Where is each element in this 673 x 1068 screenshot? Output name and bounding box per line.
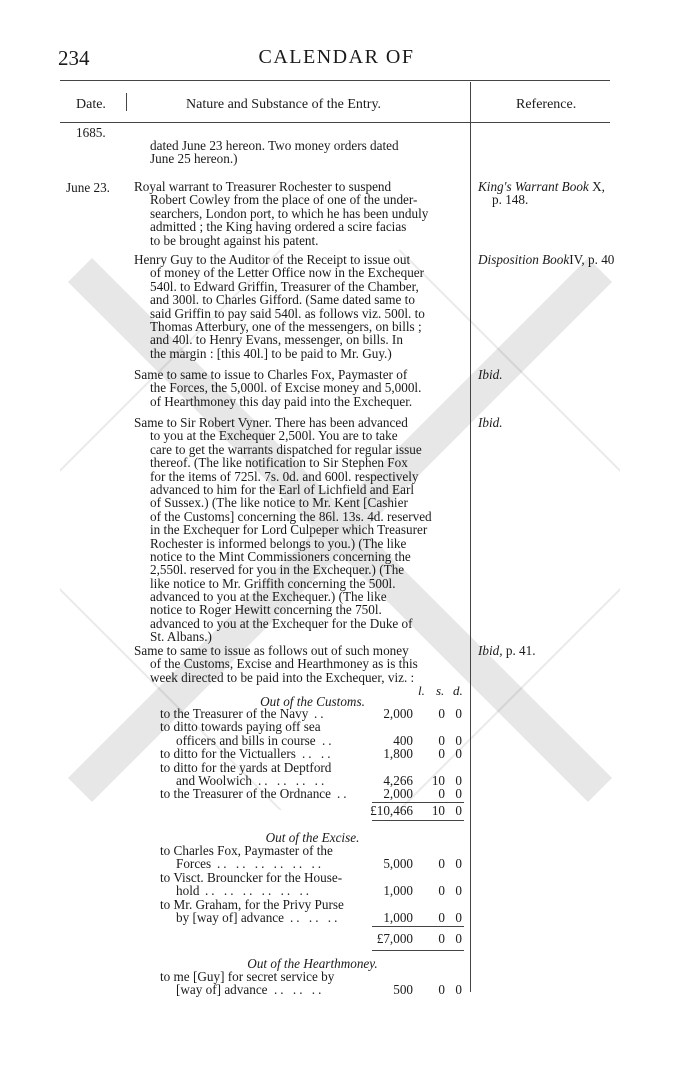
total-shillings: 0	[438, 931, 445, 946]
money-header-pence: d.	[453, 683, 463, 698]
entry-line: of the Customs] concerning the 86l. 13s. 4d. reserved	[150, 508, 432, 524]
entry-line: admitted ; the King having ordered a scire facias	[150, 219, 407, 235]
entry-reference: Ibid.	[478, 415, 503, 430]
entry-line: care to get the warrants dispatched for regular issue	[150, 441, 422, 457]
entry-line: of Hearthmoney this day paid into the Exchequer.	[150, 393, 413, 409]
row-leader-dots: .. ..	[302, 746, 334, 762]
entry-line: for the items of 725l. 7s. 0d. and 600l. respectively	[150, 468, 419, 484]
entry-reference: Ibid.	[478, 367, 503, 382]
entry-line: of the Customs, Excise and Hearthmoney as is this	[150, 656, 418, 672]
row-pence: 0	[455, 773, 462, 788]
row-leader-dots: .. .. .. .. .. ..	[217, 856, 325, 872]
row-leader-dots: ..	[322, 732, 335, 748]
row-label: and Woolwich	[176, 773, 252, 788]
row-pounds: 400	[393, 732, 413, 748]
entry-line: Same to same to issue as follows out of such money	[134, 643, 409, 658]
table-row	[160, 734, 465, 747]
entry-line: searchers, London port, to which he has been unduly	[150, 205, 429, 221]
row-label: by [way of] advance	[176, 910, 285, 925]
entry-line: of money of the Letter Office now in the Exchequer	[150, 265, 425, 281]
row-label: to Visct. Brouncker for the House-	[160, 869, 343, 885]
column-header-reference: Reference.	[516, 97, 577, 112]
row-pounds: 1,000	[383, 883, 413, 899]
entry-reference	[478, 253, 614, 266]
table-row	[160, 884, 465, 897]
entry-line: notice to Roger Hewitt concerning the 750l.	[150, 602, 382, 618]
table-row	[160, 747, 465, 760]
row-label: to the Treasurer of the Ordnance	[160, 786, 332, 802]
total-pence: 0	[455, 803, 462, 818]
row-pence: 0	[455, 982, 462, 998]
row-shillings: 0	[438, 883, 445, 899]
total-rule	[372, 820, 464, 821]
row-pounds: 2,000	[383, 786, 413, 802]
table-row	[160, 787, 465, 800]
total-rule	[372, 950, 464, 951]
row-leader-dots: .. .. ..	[290, 910, 341, 925]
entry-line: said Griffin to pay said 540l. as follows viz. 500l. to	[150, 305, 425, 321]
table-row	[160, 844, 465, 857]
row-pence: 0	[455, 732, 462, 748]
entry-line: week directed to be paid into the Exchequer, viz. :	[150, 669, 415, 685]
entry-date: June 23.	[66, 180, 110, 195]
row-label: [way of] advance	[176, 982, 268, 998]
row-pence: 0	[455, 786, 462, 802]
table-row	[160, 857, 465, 870]
entry-line: and 40l. to Henry Evans, messenger, on bills. In	[150, 332, 403, 348]
table-row	[160, 983, 465, 996]
entry-line: advanced to him for the Earl of Lichfield and Earl	[150, 481, 415, 497]
row-pounds: 5,000	[383, 856, 413, 872]
row-label: to ditto towards paying off sea	[160, 719, 321, 735]
entry-line: 2,550l. reserved for you in the Exchequer.) (The	[150, 562, 405, 578]
total-pounds: £10,466	[370, 803, 413, 818]
column-header-date: Date.	[76, 97, 106, 112]
row-label: hold	[176, 883, 200, 899]
page-number: 234	[58, 46, 90, 70]
row-shillings: 0	[438, 856, 445, 872]
row-leader-dots: .. .. .. ..	[258, 773, 328, 788]
entry-line: St. Albans.)	[150, 629, 212, 645]
row-pounds: 1,800	[383, 746, 413, 762]
reference-page: IV, p. 40	[569, 252, 615, 267]
reference-book: King's Warrant Book	[478, 179, 589, 194]
table-row	[160, 761, 465, 774]
entry-line: 540l. to Edward Griffin, Treasurer of the Chamber,	[150, 278, 419, 294]
entry-line: advanced to you at the Exchequer.) (The like	[150, 589, 387, 605]
row-pence: 0	[455, 883, 462, 899]
entry-line: to be brought against his patent.	[150, 232, 319, 248]
table-row	[160, 871, 465, 884]
column-divider-left	[126, 93, 127, 111]
entry-line: thereof. (The like notification to Sir Stephen Fox	[150, 455, 408, 471]
table-row	[160, 720, 465, 733]
entry-line: and 300l. to Charles Gifford. (Same dated same to	[150, 292, 415, 308]
entry-reference	[478, 180, 605, 207]
row-label: Forces	[176, 856, 212, 872]
entry-robert-vyner	[134, 416, 462, 644]
entry-line: of Sussex.) (The like notice to Mr. Kent [Cashier	[150, 495, 408, 511]
row-label: to the Treasurer of the Navy	[160, 706, 309, 721]
row-label: to ditto for the Victuallers	[160, 746, 296, 762]
reference-volume: X,	[592, 179, 605, 194]
entry-line: the Forces, the 5,000l. of Excise money and 5,000l.	[150, 380, 422, 396]
row-pence: 0	[455, 910, 462, 925]
row-shillings: 0	[438, 732, 445, 748]
entry-line: Same to same to issue to Charles Fox, Paymaster of	[134, 367, 408, 382]
column-header-nature: Nature and Substance of the Entry.	[186, 97, 382, 112]
row-pounds: 2,000	[383, 706, 413, 721]
total-rule	[372, 926, 464, 927]
total-pounds: £7,000	[376, 931, 413, 946]
row-shillings: 0	[438, 786, 445, 802]
entry-line: Henry Guy to the Auditor of the Receipt to issue out	[134, 252, 411, 267]
row-shillings: 0	[438, 910, 445, 925]
table-row	[160, 911, 465, 924]
money-header-shillings: s.	[436, 683, 445, 698]
total-row	[160, 932, 465, 945]
row-pence: 0	[455, 746, 462, 762]
entry-continuation	[150, 139, 462, 166]
table-row	[160, 774, 465, 787]
total-row	[160, 804, 465, 817]
row-leader-dots: ..	[337, 786, 350, 802]
table-row	[160, 970, 465, 983]
section-heading: Out of the Excise.	[265, 830, 360, 845]
entry-line: like notice to Mr. Griffith concerning the 500l.	[150, 575, 396, 591]
row-pounds: 1,000	[383, 910, 413, 925]
row-label: to Mr. Graham, for the Privy Purse	[160, 896, 344, 912]
row-pence: 0	[455, 706, 462, 721]
header-rule-top	[60, 80, 610, 81]
table-row	[160, 898, 465, 911]
column-divider-right	[470, 82, 471, 992]
reference-book: Ibid,	[478, 643, 503, 658]
entry-line: dated June 23 hereon. Two money orders dated	[150, 138, 399, 153]
entry-line: June 25 hereon.)	[150, 151, 238, 167]
year-label: 1685.	[76, 125, 106, 140]
row-pounds: 4,266	[383, 773, 413, 788]
row-leader-dots: .. .. ..	[274, 982, 325, 998]
table-row	[160, 707, 465, 720]
reference-page: p. 148.	[492, 192, 529, 208]
reference-page: p. 41.	[505, 643, 536, 658]
entry-line: advanced to you at the Exchequer for the Duke of	[150, 615, 413, 631]
row-shillings: 0	[438, 982, 445, 998]
entry-line: Royal warrant to Treasurer Rochester to suspend	[134, 179, 392, 194]
entry-line: to you at the Exchequer 2,500l. You are to take	[150, 428, 398, 444]
entry-line: the margin : [this 40l.] to be paid to Mr. Guy.)	[150, 345, 392, 361]
entry-line: Thomas Atterbury, one of the messengers, on bills ;	[150, 318, 422, 334]
row-shillings: 10	[431, 773, 445, 788]
section-heading: Out of the Hearthmoney.	[247, 956, 378, 971]
entry-letter-office	[134, 253, 462, 360]
entry-charles-fox	[134, 368, 462, 408]
total-shillings: 10	[431, 803, 445, 818]
entry-issue-orders	[134, 644, 462, 684]
row-label: to Charles Fox, Paymaster of the	[160, 843, 333, 858]
entry-line: Same to Sir Robert Vyner. There has been advanced	[134, 415, 408, 430]
row-leader-dots: ..	[314, 706, 327, 721]
entry-line: in the Exchequer for Lord Culpeper which Treasurer	[150, 522, 428, 538]
entry-line: notice to the Mint Commissioners concerning the	[150, 548, 411, 564]
entry-royal-warrant	[134, 180, 462, 247]
reference-book: Disposition Book	[478, 252, 570, 267]
header-rule-bottom	[60, 122, 610, 123]
money-header-pounds: l.	[418, 683, 425, 698]
row-label: to ditto for the yards at Deptford	[160, 759, 332, 775]
total-pence: 0	[455, 931, 462, 946]
page-title: CALENDAR OF	[258, 46, 415, 68]
row-pence: 0	[455, 856, 462, 872]
row-label: to me [Guy] for secret service by	[160, 969, 335, 984]
row-label: officers and bills in course	[176, 732, 316, 748]
row-pounds: 500	[393, 982, 413, 998]
entry-line: Robert Cowley from the place of one of the under-	[150, 192, 418, 208]
section-heading: Out of the Customs.	[260, 694, 365, 709]
row-shillings: 0	[438, 746, 445, 762]
row-leader-dots: .. .. .. .. .. ..	[205, 883, 313, 899]
row-shillings: 0	[438, 706, 445, 721]
entry-reference	[478, 644, 536, 657]
entry-line: Rochester is informed belongs to you.) (The like	[150, 535, 407, 551]
